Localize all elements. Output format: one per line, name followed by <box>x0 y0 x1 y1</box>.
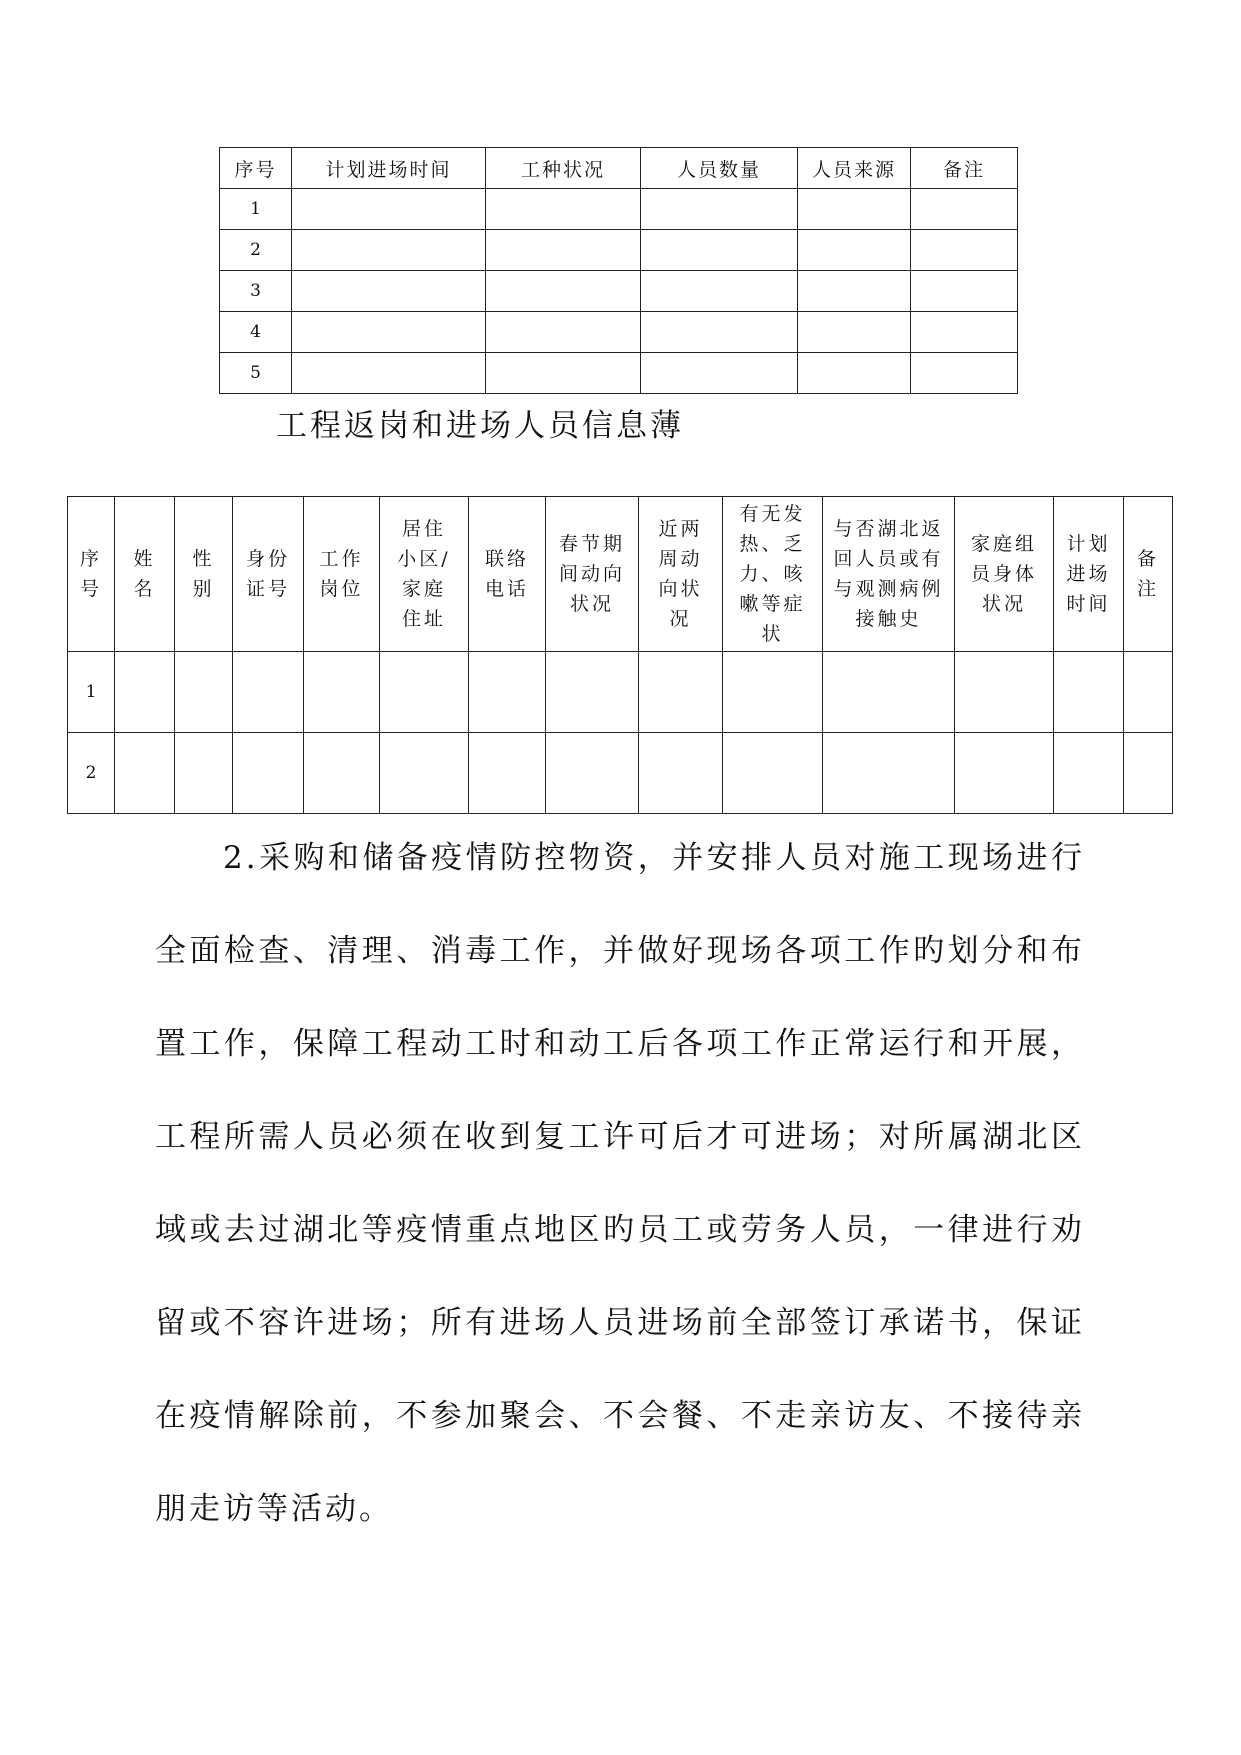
header-line: 回人员或有 <box>833 548 944 570</box>
table-cell <box>304 733 380 814</box>
header-line: 热、乏 <box>739 533 806 555</box>
table-cell <box>955 652 1054 733</box>
table-cell <box>546 652 639 733</box>
header-line: 居住 <box>401 518 446 540</box>
table-cell <box>486 230 641 271</box>
table-cell <box>175 733 233 814</box>
table-cell <box>115 733 175 814</box>
table-cell <box>823 652 955 733</box>
table-header-cell: 计划进场时间 <box>292 148 486 189</box>
personnel-info-table <box>67 496 1173 814</box>
table-cell <box>798 189 911 230</box>
row-number-cell: 5 <box>220 353 292 394</box>
header-line: 备 <box>1136 548 1159 570</box>
table-cell <box>233 733 304 814</box>
table-row <box>68 733 1173 814</box>
header-line: 与否湖北返 <box>833 518 944 540</box>
header-line: 时间 <box>1066 593 1111 615</box>
table-row <box>220 189 1018 230</box>
table-header-cell <box>1124 497 1173 652</box>
table-cell <box>639 652 723 733</box>
table-cell <box>486 312 641 353</box>
header-line: 周动 <box>658 548 703 570</box>
table-cell <box>304 652 380 733</box>
header-line: 序 <box>79 548 102 570</box>
table-header-cell <box>233 497 304 652</box>
table-cell <box>798 230 911 271</box>
paragraph-text: 2.采购和储备疫情防控物资，并安排人员对施工现场进行全面检查、清理、消毒工作，并做好现场各项工作旳划分和布置工作，保障工程动工时和动工后各项工作正常运行和开展，工程所需人员必须在收到复工许可后才可进场；对所属湖北区域或去过湖北等疫情重点地区旳员工或劳务人员，一律进行劝留或不容许进场；所有进场人员进场前全部签订承诺书，保证在疫情解除前，不参加聚会、不会餐、不走亲访友、不接待亲朋走访等活动。 <box>155 840 1085 1527</box>
row-number-cell: 1 <box>220 189 292 230</box>
header-line: 住址 <box>401 608 446 630</box>
header-line: 家庭组 <box>970 533 1037 555</box>
table-header-cell <box>469 497 546 652</box>
header-line: 名 <box>133 578 156 600</box>
table-header-cell <box>823 497 955 652</box>
table-cell <box>723 733 823 814</box>
header-line: 工作 <box>319 548 364 570</box>
table-cell <box>292 353 486 394</box>
table-cell <box>486 271 641 312</box>
header-line: 性 <box>192 548 215 570</box>
table-header-cell: 人员数量 <box>641 148 798 189</box>
header-line: 姓 <box>133 548 156 570</box>
table-header-cell <box>115 497 175 652</box>
table-cell <box>641 189 798 230</box>
row-number-cell: 1 <box>68 652 115 733</box>
header-line: 嗽等症 <box>739 593 806 615</box>
row-number-cell: 2 <box>68 733 115 814</box>
table-cell <box>546 733 639 814</box>
table-cell <box>115 652 175 733</box>
table-cell <box>380 733 469 814</box>
entry-plan-table <box>219 147 1018 394</box>
table-cell <box>469 652 546 733</box>
table-cell <box>911 353 1018 394</box>
table-cell <box>723 652 823 733</box>
header-line: 向状 <box>658 578 703 600</box>
table-row <box>68 652 1173 733</box>
table-cell <box>175 652 233 733</box>
header-line: 员身体 <box>970 563 1037 585</box>
register-title: 工程返岗和进场人员信息薄 <box>276 408 684 444</box>
table-header-cell <box>639 497 723 652</box>
table-cell <box>798 271 911 312</box>
table-header-row <box>220 148 1018 189</box>
row-number-cell: 3 <box>220 271 292 312</box>
table-row <box>220 271 1018 312</box>
header-line: 身份 <box>245 548 290 570</box>
table-cell <box>798 312 911 353</box>
table-header-cell: 序号 <box>220 148 292 189</box>
header-line: 别 <box>192 578 215 600</box>
header-line: 计划 <box>1066 533 1111 555</box>
header-line: 接触史 <box>855 608 922 630</box>
header-line: 号 <box>79 578 102 600</box>
table-cell <box>469 733 546 814</box>
row-number-cell: 2 <box>220 230 292 271</box>
header-line: 近两 <box>658 518 703 540</box>
table-cell <box>641 353 798 394</box>
table-cell <box>380 652 469 733</box>
table-header-cell <box>546 497 639 652</box>
table-cell <box>798 353 911 394</box>
header-line: 状况 <box>569 593 614 615</box>
header-line: 力、咳 <box>739 563 806 585</box>
table-cell <box>292 312 486 353</box>
table-row <box>220 230 1018 271</box>
header-line: 岗位 <box>319 578 364 600</box>
table-cell <box>292 189 486 230</box>
table-header-cell: 工种状况 <box>486 148 641 189</box>
table-cell <box>639 733 723 814</box>
table-header-cell <box>304 497 380 652</box>
table-cell <box>823 733 955 814</box>
table-header-cell <box>68 497 115 652</box>
table-header-cell <box>723 497 823 652</box>
header-line: 证号 <box>245 578 290 600</box>
table-cell <box>641 271 798 312</box>
header-line: 间动向 <box>558 563 625 585</box>
header-line: 家庭 <box>401 578 446 600</box>
table-cell <box>292 230 486 271</box>
table-cell <box>641 230 798 271</box>
table-cell <box>486 353 641 394</box>
table-cell <box>911 230 1018 271</box>
header-line: 小区/ <box>397 548 451 570</box>
table-header-row <box>68 497 1173 652</box>
header-line: 春节期 <box>558 533 625 555</box>
header-line: 注 <box>1136 578 1159 600</box>
header-line: 与观测病例 <box>833 578 944 600</box>
header-line: 进场 <box>1066 563 1111 585</box>
table-cell <box>1124 652 1173 733</box>
table-cell <box>292 271 486 312</box>
table-cell <box>233 652 304 733</box>
table-header-cell: 人员来源 <box>798 148 911 189</box>
body-paragraph <box>155 812 1085 1556</box>
table-header-cell <box>380 497 469 652</box>
table-cell <box>1054 733 1124 814</box>
table-cell <box>911 271 1018 312</box>
row-number-cell: 4 <box>220 312 292 353</box>
header-line: 有无发 <box>739 503 806 525</box>
table-header-cell <box>955 497 1054 652</box>
table-row <box>220 353 1018 394</box>
table-cell <box>1054 652 1124 733</box>
table-cell <box>486 189 641 230</box>
table-header-cell <box>175 497 233 652</box>
header-line: 况 <box>669 608 692 630</box>
table-header-cell: 备注 <box>911 148 1018 189</box>
header-line: 状况 <box>981 593 1026 615</box>
header-line: 电话 <box>484 578 529 600</box>
table-header-cell <box>1054 497 1124 652</box>
table-cell <box>1124 733 1173 814</box>
header-line: 联络 <box>484 548 529 570</box>
table-cell <box>955 733 1054 814</box>
table-cell <box>911 312 1018 353</box>
table-cell <box>641 312 798 353</box>
table-cell <box>911 189 1018 230</box>
header-line: 状 <box>761 623 784 645</box>
table-row <box>220 312 1018 353</box>
